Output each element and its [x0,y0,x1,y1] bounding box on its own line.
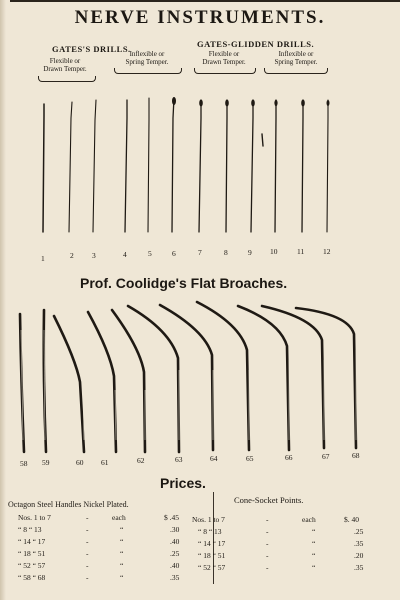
price-row-price: $ .45 [164,513,179,522]
drill-number: 2 [70,251,74,260]
broach-number: 61 [101,458,109,467]
drill-number: 10 [270,247,278,256]
price-row-nos: “ 8 “ 13 [18,525,42,534]
price-row-unit: “ [120,537,124,546]
price-row-dash: - [86,573,89,582]
price-row-nos: “ 14 “ 17 [198,539,226,548]
broach-65 [197,302,249,450]
broach-number: 64 [210,454,218,463]
price-row-nos: “ 52 “ 57 [18,561,46,570]
drill-number: 4 [123,250,127,259]
price-row-unit: “ [312,539,316,548]
price-row-nos: “ 18 “ 51 [198,551,226,560]
broach-number: 62 [137,456,145,465]
price-row-price: .35 [354,539,364,548]
gates-left-note-line-2: Drawn Temper. [43,65,87,73]
drill-number: 3 [92,251,96,260]
price-row-nos: “ 14 “ 17 [18,537,46,546]
glidden-left-note-line-2: Drawn Temper. [202,58,246,66]
price-row-unit: “ [312,563,316,572]
drill-number: 11 [297,247,305,256]
price-row-unit: “ [312,527,316,536]
drill-number: 1 [41,254,45,263]
price-row-price: .35 [170,573,180,582]
price-row-nos: “ 58 “ 68 [18,573,46,582]
broach-60 [54,316,84,452]
gates-glidden-drills-heading: GATES-GLIDDEN DRILLS. [197,39,315,49]
broach-67 [262,306,324,448]
price-row-unit: “ [120,525,124,534]
price-row-dash: - [86,525,89,534]
broaches-heading: Prof. Coolidge's Flat Broaches. [80,275,288,291]
broach-number: 66 [285,453,293,462]
price-row-nos: Nos. 1 to 7 [18,513,51,522]
drill-number: 9 [248,248,252,257]
broach-number: 60 [76,458,84,467]
price-row-dash: - [86,561,89,570]
gates-right-note-line-1: Inflexible or [129,50,165,58]
drill-number: 12 [323,247,331,256]
price-row-dash: - [86,537,89,546]
price-row-dash: - [266,551,269,560]
price-row-unit: “ [120,549,124,558]
price-row-price: $. 40 [344,515,359,524]
glidden-right-note-line-2: Spring Temper. [274,58,318,66]
broach-number: 63 [175,455,183,464]
price-row-nos: “ 18 “ 51 [18,549,46,558]
price-row-nos: “ 52 “ 57 [198,563,226,572]
price-row-price: .40 [170,561,180,570]
broach-61 [88,312,116,452]
gates-drills-heading: GATES'S DRILLS. [52,44,131,54]
glidden-right-note-line-1: Inflexible or [278,50,314,58]
broach-number: 65 [246,454,254,463]
price-row-price: .25 [354,527,364,536]
price-row-dash: - [266,563,269,572]
prices-heading: Prices. [160,475,206,491]
broach-68 [296,308,356,448]
price-row-price: .35 [354,563,364,572]
price-row-nos: Nos. 1 to 7 [192,515,225,524]
broach-number: 59 [42,458,50,467]
price-row-price: .30 [170,525,180,534]
broach-number: 58 [20,459,28,468]
price-row-unit: each [302,515,316,524]
price-row-unit: each [112,513,126,522]
drill-number: 6 [172,249,176,258]
price-row-dash: - [266,527,269,536]
cone-socket-heading: Cone-Socket Points. [234,495,304,505]
broach-highlights [21,330,356,440]
price-row-price: .20 [354,551,364,560]
price-row-price: .25 [170,549,180,558]
drill-number: 7 [198,248,202,257]
broach-number: 68 [352,451,360,460]
price-row-nos: “ 8 “ 13 [198,527,222,536]
drill-number: 5 [148,249,152,258]
price-row-unit: “ [312,551,316,560]
price-row-unit: “ [120,573,124,582]
broach-64 [160,305,213,450]
price-row-dash: - [266,515,269,524]
gates-right-note-line-2: Spring Temper. [125,58,169,66]
broach-63 [128,306,179,452]
price-row-dash: - [266,539,269,548]
price-row-price: .40 [170,537,180,546]
price-row-dash: - [86,549,89,558]
gates-left-note-line-1: Flexible or [49,57,81,65]
page-title: NERVE INSTRUMENTS. [74,7,326,28]
price-row-unit: “ [120,561,124,570]
octagon-handles-heading: Octagon Steel Handles Nickel Plated. [8,500,129,509]
broach-66 [238,306,289,450]
glidden-left-note-line-1: Flexible or [208,50,240,58]
price-row-dash: - [86,513,89,522]
drill-number: 8 [224,248,228,257]
broach-62 [112,310,145,452]
broach-number: 67 [322,452,330,461]
